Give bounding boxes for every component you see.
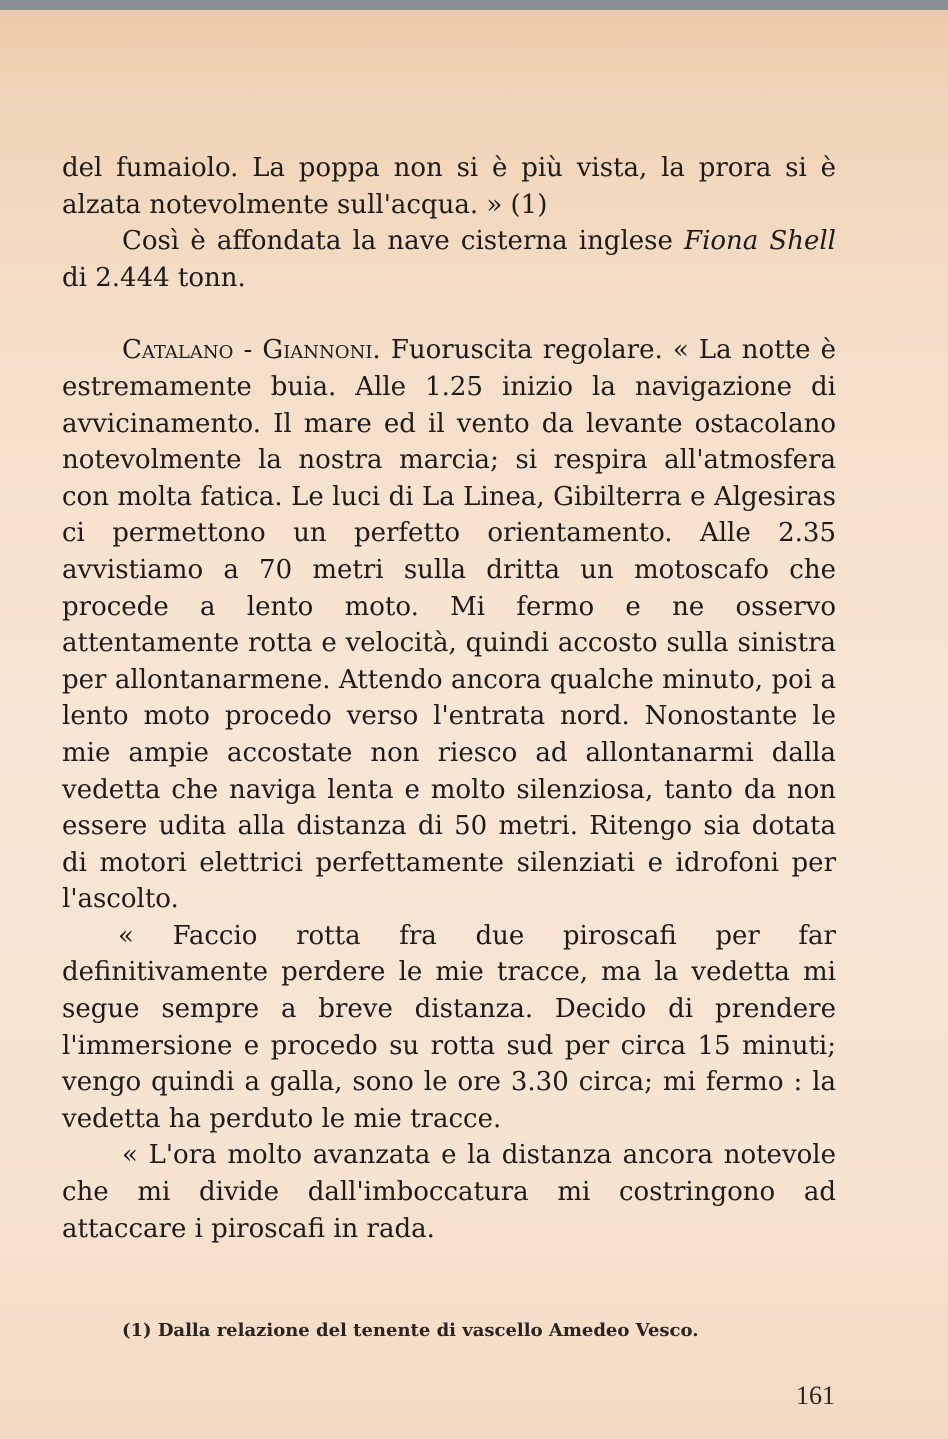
ship-name: Fiona Shell xyxy=(684,226,836,257)
paragraph-5: « L'ora molto avanzata e la distanza ancora notevole che mi divide dall'imboccatura mi costringono ad attaccare i piroscafi in rada. xyxy=(62,1140,836,1244)
page-number: 161 xyxy=(796,1381,835,1410)
paragraph-1: del fumaiolo. La poppa non si è più vista, la prora si è alzata notevolmente sull'acqua. » (1) xyxy=(62,153,836,220)
scan-top-edge xyxy=(0,0,948,10)
body-text xyxy=(62,150,836,1247)
section-gap xyxy=(62,296,836,332)
paragraph-3-text: Fuoruscita regolare. « La notte è estremamente buia. Alle 1.25 inizio la navigazione di avvicinamento. Il mare ed il vento da levante ostacolano notevolmente la nostra marcia; si respira all'atmosfera con molta fatica. Le luci di La Linea, Gibilterra e Algesiras ci permettono un perfetto orientamento. Alle 2.35 avvistiamo a 70 metri sulla dritta un motoscafo che procede a lento moto. Mi fermo e ne osservo attentamente rotta e velocità, quindi accosto sulla sinistra per allontanarmene. Attendo ancora qualche minuto, poi a lento moto procedo verso l'entrata nord. Nonostante le mie ampie accostate non riesco ad allontanarmi dalla vedetta che naviga lenta e molto silenziosa, tanto da non essere udita alla distanza di 50 metri. Ritengo sia dotata di motori elettrici perfettamente silenziati e idrofoni per l'ascolto. xyxy=(62,335,837,915)
paragraph-3 xyxy=(62,332,836,918)
paragraph-2 xyxy=(62,223,836,296)
footnote: (1) Dalla relazione del tenente di vascello Amedeo Vesco. xyxy=(122,1320,699,1341)
paragraph-2-start: Così è affondata la nave cisterna inglese xyxy=(122,226,685,257)
crew-names: Catalano - Giannoni. xyxy=(122,335,381,366)
paragraph-4: « Faccio rotta fra due piroscafi per far definitivamente perdere le mie tracce, ma la vedetta mi segue sempre a breve distanza. Decido di prendere l'immersione e procedo su rotta sud per circa 15 minuti; vengo quindi a galla, sono le ore 3.30 circa; mi fermo : la vedetta ha perduto le mie tracce. xyxy=(62,920,836,1134)
paragraph-2-end: di 2.444 tonn. xyxy=(62,262,246,293)
